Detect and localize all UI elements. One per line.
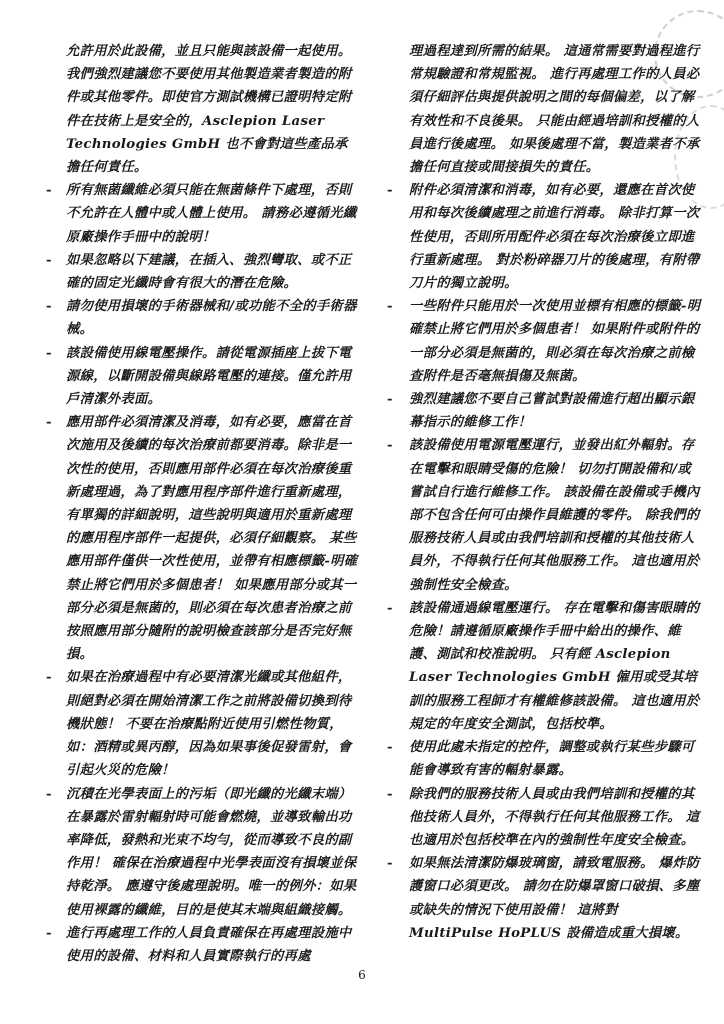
bullet-item: - 該設備使用線電壓操作。請從電源插座上拔下電源線，以斷開設備與線路電壓的連接。僅允許用戶清潔外表面。 bbox=[40, 342, 358, 412]
bullet-item: - 如果無法清潔防爆玻璃窗，請致電服務。 爆炸防護窗口必須更改。 請勿在防爆罩窗口破損、多塵或缺失的情況下使用設備！ 這將對 MultiPulse HoPLUS 設備造成重大損壞。 bbox=[383, 852, 701, 945]
bullet-item: - 如果在治療過程中有必要清潔光纖或其他組件，則絕對必須在開始清潔工作之前將設備切換到待機狀態！ 不要在治療點附近使用引燃性物質，如：酒精或異丙醇，因為如果事後促發雷射，會引起火災的危險！ bbox=[40, 666, 358, 782]
bullet-item: - 應用部件必須清潔及消毒，如有必要，應當在首次施用及後續的每次治療前都要消毒。除非是一次性的使用，否則應用部件必須在每次治療後重新處理過，為了對應用程序部件進行重新處理，有單獨的詳細說明，這些說明與適用於重新處理的應用程序部件一起提供，必須仔細觀察。 某些應用部件僅供一次性使用，並帶有相應標籤-明確禁止將它們用於多個患者！ 如果應用部分或其一部分必須是無菌的，則必須在每次患者治療之前按照應用部分隨附的說明檢查該部分是否完好無損。 bbox=[40, 411, 358, 666]
bullet-item: - 進行再處理工作的人員負責確保在再處理設施中使用的設備、材料和人員實際執行的再處 bbox=[40, 922, 358, 968]
bullet-item: - 如果忽略以下建議，在插入、強烈彎取、或不正確的固定光纖時會有很大的潛在危險。 bbox=[40, 249, 358, 295]
bullet-item: - 強烈建議您不要自己嘗試對設備進行超出顯示銀幕指示的維修工作！ bbox=[383, 388, 701, 434]
bullet-item: - 除我們的服務技術人員或由我們培訓和授權的其他技術人員外，不得執行任何其他服務工作。 這也適用於包括校準在內的強制性年度安全檢查。 bbox=[383, 783, 701, 853]
bullet-item: - 所有無菌纖維必須只能在無菌條件下處理，否則不允許在人體中或人體上使用。 請務必遵循光纖原廠操作手冊中的說明！ bbox=[40, 179, 358, 249]
bullet-item: - 沉積在光學表面上的污垢（即光纖的光纖末端）在暴露於雷射輻射時可能會燃燒，並導致輸出功率降低，發熱和光束不均勻，從而導致不良的副作用！ 確保在治療過程中光學表面沒有損壞並保持乾淨。 應遵守後處理說明。唯一的例外：如果使用裸露的纖維，目的是使其末端與組織接觸。 bbox=[40, 783, 358, 922]
bullet-item: - 使用此處未指定的控件，調整或執行某些步驟可能會導致有害的輻射暴露。 bbox=[383, 736, 701, 782]
bullet-item: - 附件必須清潔和消毒，如有必要，還應在首次使用和每次後續處理之前進行消毒。 除非打算一次性使用，否則所用配件必須在每次治療後立即進行重新處理。 對於粉碎器刀片的後處理，有附帶刀片的獨立說明。 bbox=[383, 179, 701, 295]
bullet-item: - 該設備通過線電壓運行。 存在電擊和傷害眼睛的危險！請遵循原廠操作手冊中給出的操作、維護、測試和校准說明。 只有經 Asclepion Laser Technologies GmbH 僱用或受其培訓的服務工程師才有權維修該設備。 這也適用於規定的年度安全測試，包括校準。 bbox=[383, 597, 701, 736]
bullet-item: - 請勿使用損壞的手術器械和/或功能不全的手術器械。 bbox=[40, 295, 358, 341]
page-number: 6 bbox=[358, 968, 366, 982]
bullet-item: - 一些附件只能用於一次使用並標有相應的標籤-明確禁止將它們用於多個患者！ 如果附件或附件的一部分必須是無菌的，則必須在每次治療之前檢查附件是否毫無損傷及無菌。 bbox=[383, 295, 701, 388]
right-column bbox=[383, 40, 701, 945]
bullet-item: - 該設備使用電源電壓運行，並發出紅外輻射。存在電擊和眼睛受傷的危險！ 切勿打開設備和/或嘗試自行進行維修工作。 該設備在設備或手機內部不包含任何可由操作員維護的零件。 除我們的服務技術人員或由我們培訓和授權的其他技術人員外，不得執行任何其他服務工作。 這也適用於強制性安全檢查。 bbox=[383, 434, 701, 596]
paragraph: 理過程達到所需的結果。 這通常需要對過程進行常規驗證和常規監視。 進行再處理工作的人員必須仔細評估與提供說明之間的每個偏差，以了解有效性和不良後果。 只能由經過培訓和授權的人員進行後處理。 如果後處理不當，製造業者不承擔任何直接或間接損失的責任。 bbox=[409, 44, 700, 176]
left-column bbox=[40, 40, 358, 968]
paragraph: 允許用於此設備，並且只能與該設備一起使用。我們強烈建議您不要使用其他製造業者製造的附件或其他零件。即使官方測試機構已證明特定附件在技術上是安全的，Asclepion Laser Technologies GmbH 也不會對這些產品承擔任何責任。 bbox=[66, 44, 352, 176]
